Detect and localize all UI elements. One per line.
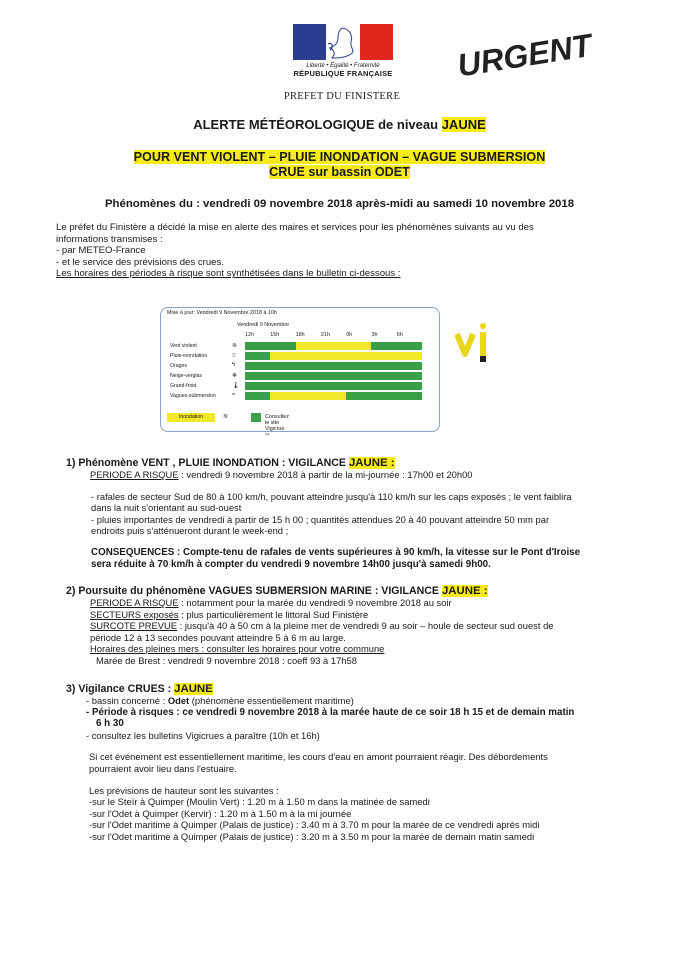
segment-green [346,372,371,380]
vigilance-timeline [245,342,422,350]
tides-link: Horaires des pleines mers : consulter les horaires pour votre commune [90,643,385,655]
segment-yellow [321,352,346,360]
tricolor-flag [293,24,393,60]
segment-green [270,372,295,380]
republic-name: RÉPUBLIQUE FRANÇAISE [293,69,393,78]
segment-green [371,342,396,350]
segment-yellow [346,352,371,360]
segment-green [371,372,396,380]
segment-yellow [296,342,321,350]
segment-green [270,342,295,350]
hour-label: 12h [245,332,254,338]
hour-label: 6h [396,332,403,338]
legend-green-swatch [251,413,261,422]
segment-green [245,382,270,390]
wave-icon: ≈ [232,392,236,398]
legend-inondation: Inondation [167,413,215,422]
vigilance-timeline [245,372,422,380]
section2-title: 2) Poursuite du phénomène VAGUES SUBMERSION MARINE : VIGILANCE JAUNE : [66,585,488,597]
segment-green [321,382,346,390]
phenomena-period: Phénomènes du : vendredi 09 novembre 2018 après-midi au samedi 10 novembre 2018 [104,198,575,210]
segment-green [296,362,321,370]
intro-paragraph: Le préfet du Finistère a décidé la mise en alerte des maires et services pour les phénomènes suivants au vu des informations transmises : - par METEO-France - et le service des prévisions des crues. Les horaires des périodes à risque sont synthétisées dans le bulletin ci-dessous : [56,222,534,280]
hazard-line-2: CRUE sur bassin ODET [269,165,410,179]
hour-label: 3h [371,332,378,338]
segment-yellow [296,392,321,400]
segment-green [296,372,321,380]
segment-green [245,362,270,370]
segment-green [245,372,270,380]
segment-green [321,372,346,380]
segment-yellow [296,352,321,360]
vigilance-logo [455,320,495,364]
row-label: Grand-froid [170,383,197,389]
section-wind-rain: 1) Phénomène VENT , PLUIE INONDATION : VIGILANCE JAUNE : PERIODE A RISQUE : vendredi 9 novembre 2018 à partir de la mi-journée : 17h00 et 20h00 - rafales de secteur Sud de 80 à 100 km/h, pouvant atteindre jusqu'à 110 km/h sur les caps exposés ; le vent faiblira dans la nuit s'orientant au sud-ouest - pluies importantes de vendredi à partir de 15 h 00 ; quantités attendues 20 à 40 pouvant atteindre 50 mm par endroits puis s'atténueront durant le week-end ; CONSEQUENCES : Compte-tenu de rafales de vents supérieures à 90 km/h, la vitesse sur le Pont d'Iroise sera réduite à 70 km/h à compter du vendredi 9 novembre 14h00 jusqu'à samedi 9h00. [66,457,626,570]
row-label: Pluie-inondation [170,353,208,359]
vigilance-bulletin [160,307,440,438]
bulletin-day: Vendredi 9 Novembre [237,322,290,328]
segment-yellow [270,352,295,360]
hazard-line-1: POUR VENT VIOLENT – PLUIE INONDATION – VAGUE SUBMERSION [133,150,546,164]
section3-title: 3) Vigilance CRUES : JAUNE [66,683,213,695]
segment-green [371,392,396,400]
segment-green [245,392,270,400]
marianne-icon [320,26,364,60]
segment-yellow [270,392,295,400]
vigicrue-link[interactable]: Consultez le site Vigicrue ⇨ [265,414,289,438]
segment-green [397,342,422,350]
row-label: Neige-verglas [170,373,203,379]
vigilance-timeline [245,362,422,370]
segment-yellow [321,342,346,350]
segment-green [346,382,371,390]
storm-icon: ϟ [232,362,236,368]
segment-green [397,382,422,390]
row-label: Vagues-submersion [170,393,216,399]
segment-green [270,382,295,390]
segment-green [397,362,422,370]
segment-green [371,382,396,390]
flood-icon: ≋ [223,414,229,420]
hour-scale [231,332,421,340]
segment-green [321,362,346,370]
snow-icon: ❄ [232,373,238,379]
vigilance-timeline [245,382,422,390]
segment-green [245,352,270,360]
section1-risk: PERIODE A RISQUE : vendredi 9 novembre 2018 à partir de la mi-journée : 17h00 et 20h00 [90,469,473,480]
hour-label: 15h [270,332,280,338]
alert-title: ALERTE MÉTÉOROLOGIQUE de niveau JAUNE [193,117,486,132]
row-label: Vent violent [170,343,197,349]
segment-green [296,382,321,390]
segment-green [346,392,371,400]
urgent-stamp: URGENT [455,26,595,84]
section-crues: 3) Vigilance CRUES : JAUNE - bassin concerné : Odet (phénomène essentiellement maritime) - Période à risques : ce vendredi 9 novembre 2018 à la marée haute de ce soir 18 h 15 et de demain matin 6 h 30 - consultez les bulletins Vigicrues à paraître (10h et 16h) Si cet événement est essentiellement maritime, les cours d'eau en amont pourraient réagir. Des débordements pourraient avoir lieu dans l'estuaire. Les prévisions de hauteur sont les suivantes : -sur le Steïr à Quimper (Moulin Vert) : 1.20 m à 1.50 m dans la matinée de samedi -sur l'Odet à Quimper (Kervir) : 1.20 m à 1.50 m à la mi journée -sur l'Odet maritime à Quimper (Palais de justice) : 3.40 m à 3.70 m pour la marée de ce vendredi après midi -sur l'Odet maritime à Quimper (Palais de justice) : 3.20 m à 3.50 m pour la marée de demain matin samedi [66,683,626,843]
hour-label: 0h [346,332,353,338]
bulletin-update: Mise à jour: Vendredi 9 Novembre 2018 à 10h [167,310,277,316]
rain-icon: ⁝⁝ [232,353,236,359]
external-link-icon: ⇨ [265,432,270,438]
segment-yellow [371,352,396,360]
vigilance-timeline [245,352,422,360]
section1-title: 1) Phénomène VENT , PLUIE INONDATION : VIGILANCE JAUNE : [66,457,395,469]
segment-yellow [321,392,346,400]
segment-yellow [397,352,422,360]
republique-logo [291,24,395,78]
segment-green [346,362,371,370]
segment-green [245,342,270,350]
motto: Liberté • Égalité • Fraternité [306,63,380,69]
segment-green [371,362,396,370]
alert-level: JAUNE [441,117,486,132]
segment-green [397,392,422,400]
segment-green [270,362,295,370]
vigilance-timeline [245,392,422,400]
section-submersion: 2) Poursuite du phénomène VAGUES SUBMERSION MARINE : VIGILANCE JAUNE : PERIODE A RISQUE : notamment pour la marée du vendredi 9 novembre 2018 au soir SECTEURS exposés : plus particulièrement le littoral Sud Finistère SURCOTE PREVUE : jusqu'à 40 à 50 cm à la pleine mer de vendredi 9 au soir – houle de secteur sud ouest de période 12 à 13 secondes pouvant atteindre 5 à 6 m au large. Horaires des pleines mers : consulter les horaires pour votre commune Marée de Brest : vendredi 9 novembre 2018 : coeff 93 à 17h58 [66,585,626,667]
segment-yellow [346,342,371,350]
prefet-name: PREFET DU FINISTERE [283,91,401,102]
row-label: Orages [170,363,188,369]
thermometer-icon: 🌡 [232,383,240,389]
hour-label: 18h [295,332,305,338]
segment-green [397,372,422,380]
wind-icon: ≋ [232,343,238,349]
hour-label: 21h [320,332,330,338]
